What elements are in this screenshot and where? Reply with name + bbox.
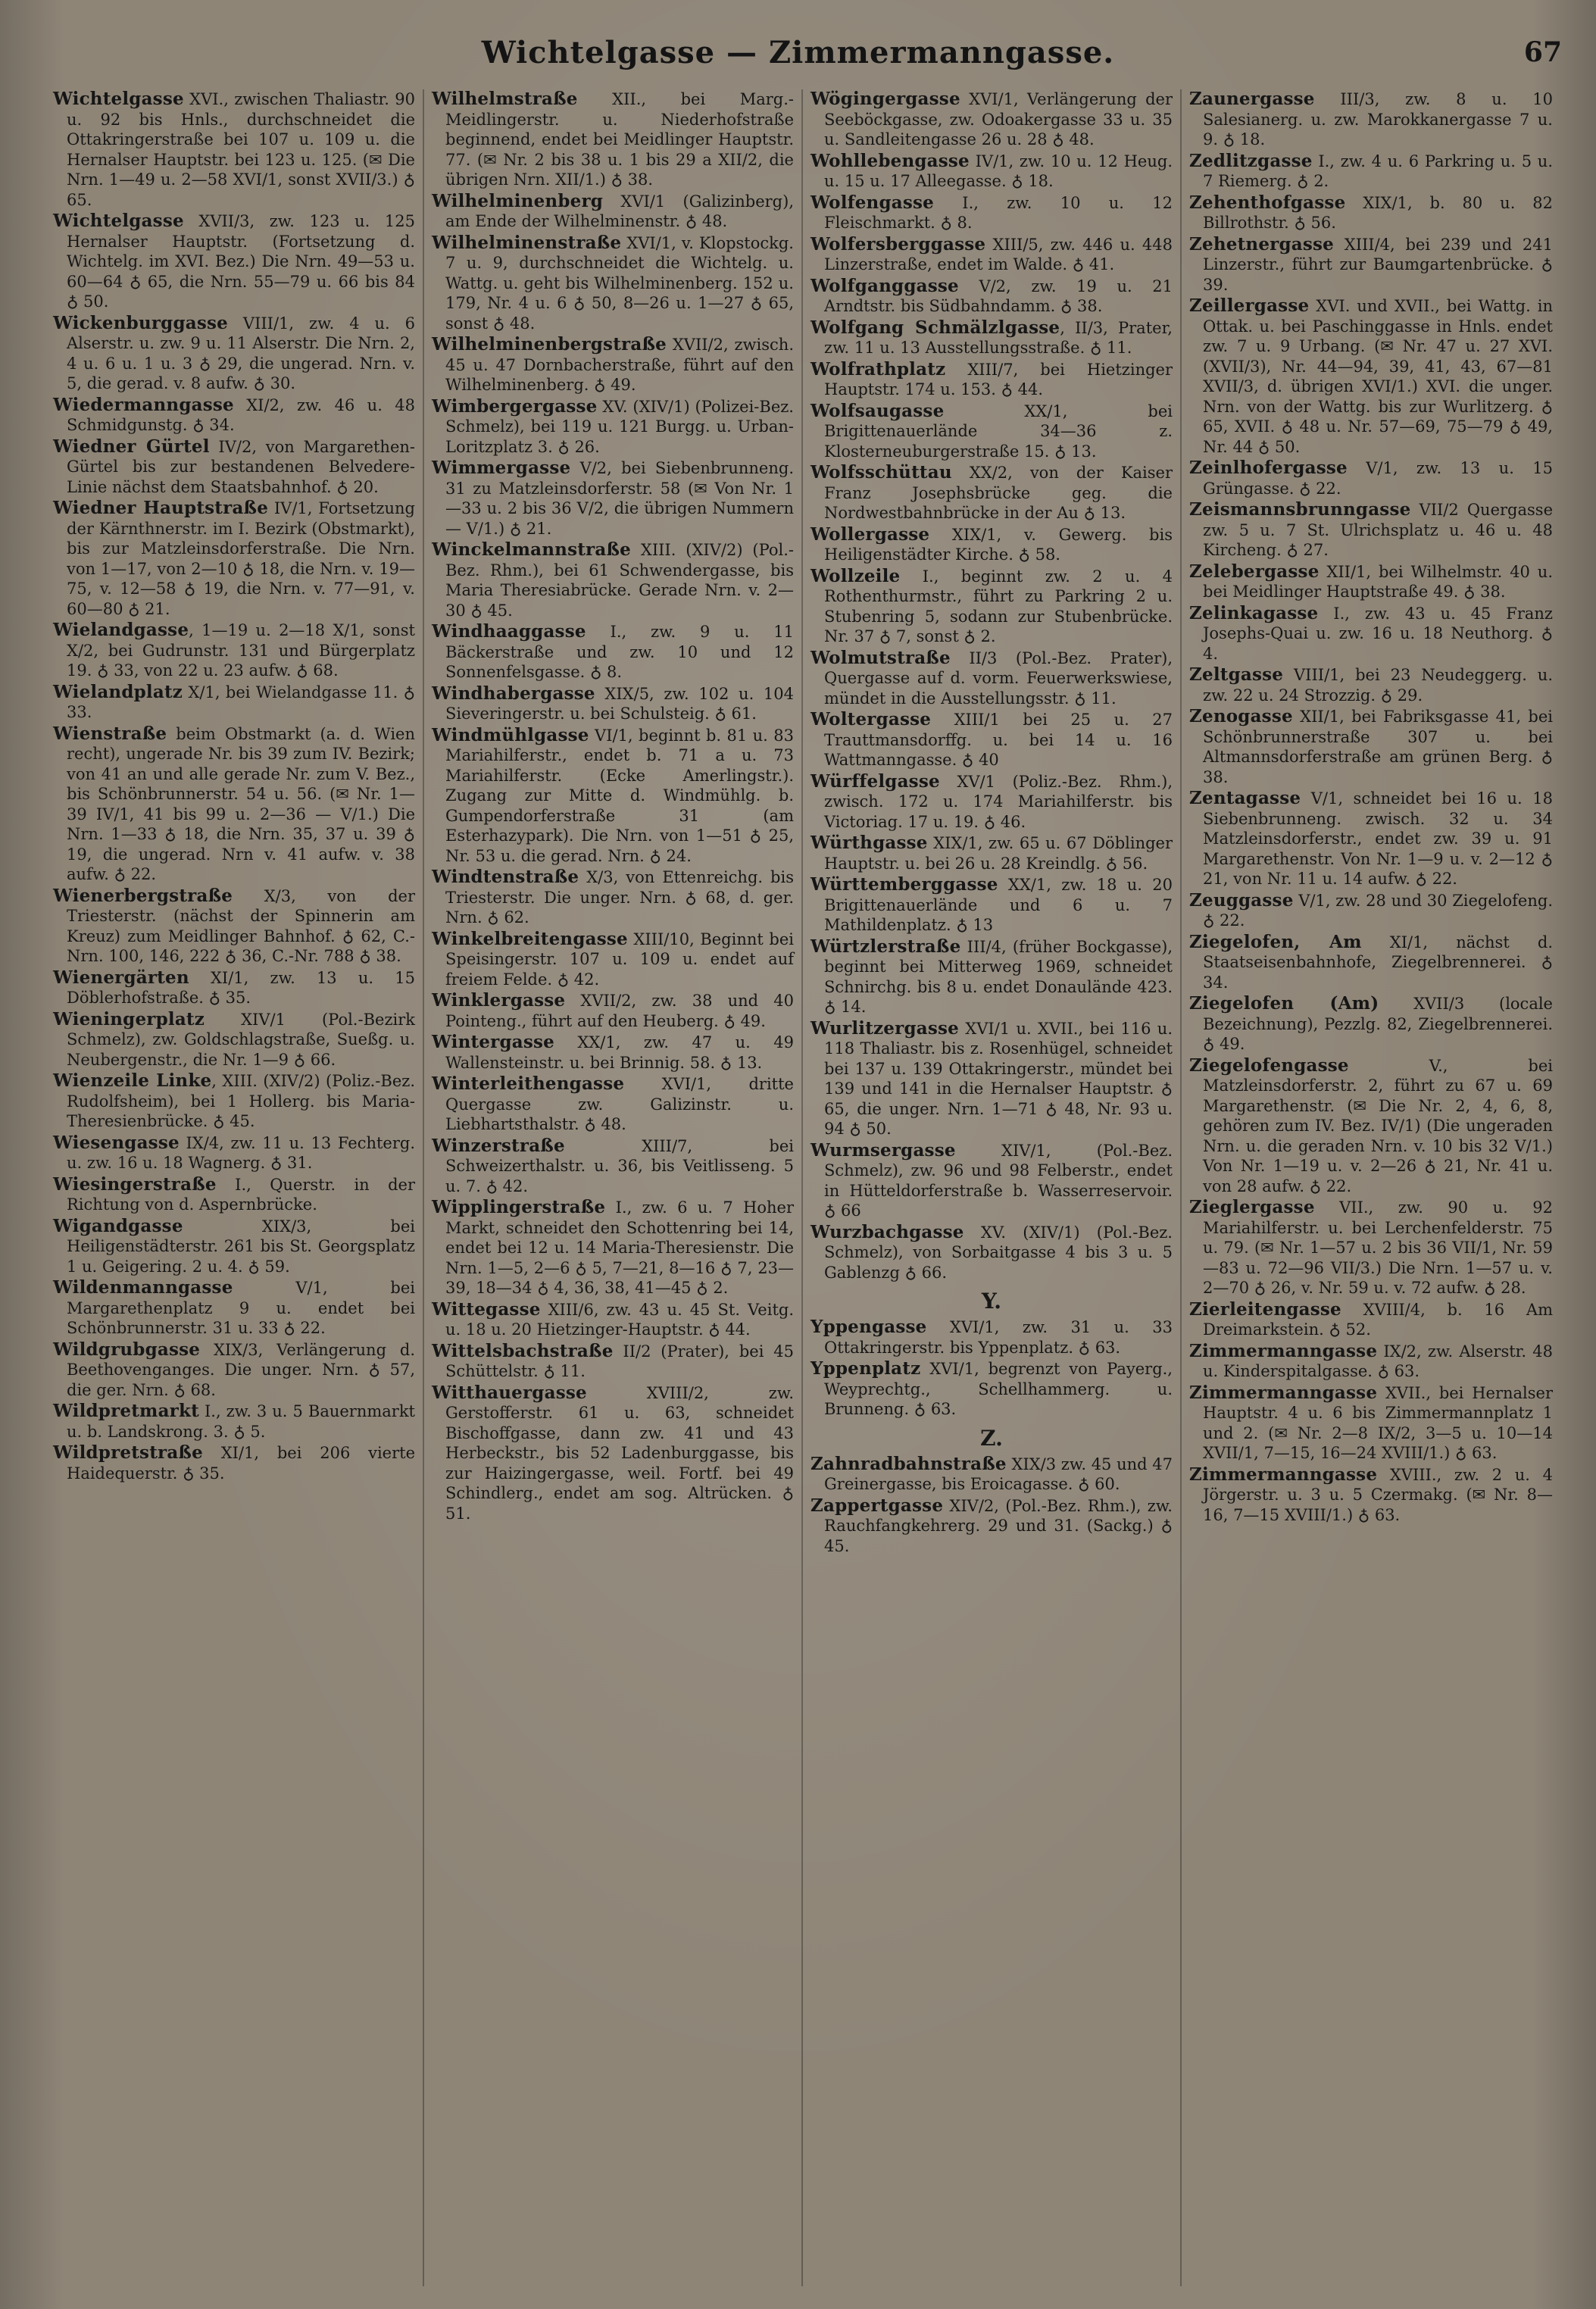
street-entry [432, 397, 794, 458]
street-name: Ziegelofen, Am [1189, 931, 1362, 952]
street-description: , 1—19 u. 2—18 X/1, sonst X/2, bei Gudrunstr. 131 und Bürgerplatz 19. ♁ 33, von 22 u. 23 aufw. ♁ 68. [67, 621, 415, 680]
street-entry [432, 540, 794, 620]
street-entry [1189, 707, 1553, 787]
street-name: Winzerstraße [432, 1135, 565, 1156]
street-description: VIII/1, bei 23 Neudeggerg. u. zw. 22 u. 24 Strozzig. ♁ 29. [1203, 666, 1553, 705]
street-name: Zelebergasse [1189, 561, 1320, 582]
street-description: XIII/7, bei Hietzinger Hauptstr. 174 u. 153. ♁ 44. [824, 360, 1173, 398]
street-description: XIX/1, b. 80 u. 82 Billrothstr. ♁ 56. [1203, 193, 1553, 232]
street-name: Wolfersberggasse [810, 233, 986, 255]
street-entry [432, 684, 794, 724]
street-name: Wigandgasse [53, 1215, 183, 1236]
street-entry [432, 192, 794, 232]
street-name: Wienstraße [53, 723, 167, 744]
street-name: Wurzbachgasse [810, 1221, 964, 1242]
section-letter: Z. [980, 1425, 1003, 1451]
street-entry [1189, 1342, 1553, 1382]
street-entry [53, 1175, 415, 1215]
street-name: Ziegelofen (Am) [1189, 993, 1379, 1014]
street-name: Wittelsbachstraße [432, 1340, 614, 1361]
street-entry [1189, 1056, 1553, 1197]
street-entry [810, 875, 1173, 936]
street-description: XV/1 (Poliz.-Bez. Rhm.), zwisch. 172 u. 174 Mariahilferstr. bis Victoriag. 17 u. 19. ♁ 46. [824, 772, 1173, 831]
street-name: Wienzeile Linke [53, 1070, 212, 1091]
column-2 [424, 89, 803, 2286]
street-entry [53, 724, 415, 885]
street-name: Windhabergasse [432, 683, 595, 704]
street-entry [810, 401, 1173, 462]
street-name: Yppengasse [810, 1317, 927, 1337]
street-name: Wollzeile [810, 565, 901, 586]
street-name: Wiesingerstraße [53, 1173, 217, 1195]
street-entry [1189, 458, 1553, 498]
street-description: XVI/1, zw. 31 u. 33 Ottakringerstr. bis Yppenplatz. ♁ 63. [824, 1318, 1173, 1357]
street-name: Wienerbergstraße [53, 885, 233, 906]
street-description: VIII/1, zw. 4 u. 6 Alserstr. u. zw. 9 u. 11 Alserstr. Die Nrn. 2, 4 u. 6 u. 1 u. 3 ♁ 29, die ungerad. Nrn. v. 5, die gerad. v. 8 aufw. ♁ 30. [67, 314, 415, 392]
street-entry [1189, 1198, 1553, 1298]
street-description: XIX/3, bei Heiligenstädterstr. 261 bis St. Georgsplatz 1 u. Geigering. 2 u. 4. ♁ 59. [67, 1217, 415, 1276]
street-description: XIV/1 (Pol.-Bezirk Schmelz), zw. Goldschlagstraße, Sueßg. u. Neubergenstr., die Nr. 1—9 ♁ 66. [67, 1010, 415, 1069]
street-description: I., beginnt zw. 2 u. 4 Rothenthurmstr., führt zu Parkring 2 u. Stubenring 5, sodann zur Stubenbrücke. Nr. 37 ♁ 7, sonst ♁ 2. [824, 567, 1173, 645]
street-description: III/4, (früher Bockgasse), beginnt bei Mitterweg 1969, schneidet Schnirchg. bis 8 u. endet Donaulände 423. ♁ 14. [824, 937, 1173, 1016]
street-description: XI/2, zw. 46 u. 48 Schmidgunstg. ♁ 34. [67, 395, 415, 434]
street-entry [810, 193, 1173, 233]
street-name: Wichtelgasse [53, 89, 184, 109]
street-entry [1189, 604, 1553, 664]
street-name: Wolmutstraße [810, 647, 951, 668]
street-description: XII/1, bei Fabriksgasse 41, bei Schönbrunnerstraße 307 u. bei Altmannsdorferstraße am grünen Berg. ♁ 38. [1203, 708, 1553, 786]
street-entry [1189, 1465, 1553, 1526]
street-description: XIII/7, bei Schweizerthalstr. u. 36, bis Veitlisseng. 5 u. 7. ♁ 42. [445, 1136, 794, 1195]
street-description: beim Obstmarkt (a. d. Wien recht), ungerade Nr. bis 39 zum IV. Bezirk; von 41 an und alle gerade Nr. zum V. Bez., bis Schönbrunnerstr. 54 u. 56. (✉ Nr. 1—39 IV/1, 41 bis 99 u. 2—36 — V/1.) Die Nrn. 1—33 ♁ 18, die Nrn. 35, 37 u. 39 ♁ 19, die ungerad. Nrn v. 41 aufw. v. 38 aufw. ♁ 22. [67, 724, 415, 883]
street-entry [432, 622, 794, 683]
street-name: Wolfsaugasse [810, 400, 945, 421]
street-name: Wimbergergasse [432, 395, 598, 417]
street-entry [810, 235, 1173, 275]
street-description: XIX/3, Verlängerung d. Beethovenganges. Die unger. Nrn. ♁ 57, die ger. Nrn. ♁ 68. [67, 1340, 415, 1399]
street-description: V., bei Matzleinsdorferstr. 2, führt zu 67 u. 69 Margarethenstr. (✉ Die Nr. 2, 4, 6, 8, gehören zum IV. Bez. IV/1) (Die ungeraden Nrn. u. die geraden Nrn. v. 10 bis 32 V/1.) Von Nr. 1—19 u. v. 2—26 ♁ 21, Nr. 41 u. von 28 aufw. ♁ 22. [1203, 1056, 1553, 1195]
street-entry [810, 1359, 1173, 1420]
street-entry [53, 968, 415, 1008]
street-name: Zehetnergasse [1189, 233, 1334, 255]
street-entry [432, 233, 794, 334]
street-name: Wollergasse [810, 523, 930, 545]
street-name: Würtzlerstraße [810, 936, 961, 957]
street-description: XVI. und XVII., bei Wattg. in Ottak. u. bei Paschinggasse in Hnls. endet zw. 7 u. 9 Urbang. (✉ Nr. 47 u. 27 XVI. (XVII/3), Nr. 44—94, 39, 41, 43, 67—81 XVII/3, d. übrigen XVI/1.) XVI. die unger. Nrn. von der Wattg. bis zur Wurlitzerg. ♁ 65, XVII. ♁ 48 u. Nr. 57—69, 75—79 ♁ 49, Nr. 44 ♁ 50. [1203, 297, 1553, 456]
street-description: V/1, bei Margarethenplatz 9 u. endet bei Schönbrunnerstr. 31 u. 33 ♁ 22. [67, 1279, 415, 1337]
street-entry [810, 648, 1173, 709]
street-description: , XIII. (XIV/2) (Poliz.-Bez. Rudolfsheim), bei 1 Hollerg. bis Maria-Theresienbrücke. ♁ 45. [67, 1072, 415, 1130]
street-entry [810, 318, 1173, 358]
street-name: Wiedermanngasse [53, 394, 234, 415]
street-name: Wurmsergasse [810, 1139, 956, 1161]
street-entry [53, 683, 415, 723]
street-entry [432, 458, 794, 539]
street-description: XIII/5, zw. 446 u. 448 Linzerstraße, endet im Walde. ♁ 41. [824, 235, 1173, 273]
street-name: Wiesengasse [53, 1132, 180, 1153]
street-name: Wilhelminenstraße [432, 232, 622, 253]
section-letter: Y. [981, 1289, 1002, 1314]
street-entry [53, 1443, 415, 1483]
street-description: I., zw. 43 u. 45 Franz Josephs-Quai u. zw. 16 u. 18 Neuthorg. ♁ 4. [1203, 604, 1553, 663]
street-entry [432, 991, 794, 1031]
street-entry [1189, 1300, 1553, 1340]
street-description: XX/1, zw. 47 u. 49 Wallensteinstr. u. bei Brinnig. 58. ♁ 13. [445, 1033, 794, 1072]
street-description: XVI., zwischen Thaliastr. 90 u. 92 bis Hnls., durchschneidet die Ottakringerstraße bei 107 u. 109 u. die Hernalser Hauptstr. bei 123 u. 125. (✉ Die Nrn. 1—49 u. 2—58 XVI/1, sonst XVII/3.) ♁ 65. [67, 90, 415, 209]
street-description: XIV/2, (Pol.-Bez. Rhm.), zw. Rauchfangkehrerg. 29 und 31. (Sackg.) ♁ 45. [824, 1496, 1173, 1555]
street-name: Zimmermanngasse [1189, 1382, 1378, 1403]
street-description: XIII. (XIV/2) (Pol.-Bez. Rhm.), bei 61 Schwendergasse, bis Maria Theresiabrücke. Gerade Nrn. v. 2—30 ♁ 45. [445, 541, 794, 620]
street-entry [53, 1401, 415, 1442]
street-description: XVIII., zw. 2 u. 4 Jörgerstr. u. 3 u. 5 Czermakg. (✉ Nr. 8—16, 7—15 XVIII/1.) ♁ 63. [1203, 1465, 1553, 1524]
street-entry [432, 335, 794, 395]
street-description: , II/3, Prater, zw. 11 u. 13 Ausstellungsstraße. ♁ 11. [824, 318, 1173, 357]
street-description: XV. (XIV/1) (Pol.-Bez. Schmelz), von Sorbaitgasse 4 bis 3 u. 5 Gablenzg ♁ 66. [824, 1223, 1173, 1282]
street-description: X/1, bei Wielandgasse 11. ♁ 33. [67, 683, 415, 721]
street-name: Winterleithengasse [432, 1073, 625, 1094]
street-entry [53, 498, 415, 619]
street-name: Wildenmanngasse [53, 1277, 233, 1298]
street-entry [53, 886, 415, 967]
street-description: I., zw. 6 u. 7 Hoher Markt, schneidet den Schottenring bei 14, endet bei 12 u. 14 Maria-Theresienstr. Die Nrn. 1—5, 2—6 ♁ 5, 7—21, 8—16 ♁ 7, 23—39, 18—34 ♁ 4, 36, 38, 41—45 ♁ 2. [445, 1198, 794, 1297]
street-entry [810, 277, 1173, 317]
street-name: Witthauergasse [432, 1382, 587, 1403]
street-name: Wilhelminenbergstraße [432, 334, 667, 355]
street-description: XVIII/2, zw. Gerstofferstr. 61 u. 63, schneidet Bischoffgasse, dann zw. 41 und 43 Herbeckstr., bis 52 Ladenburggasse, bis zur Haizingergasse, weil. Fortf. bei 49 Schindlerg., endet am sog. Altrücken. ♁ 51. [445, 1383, 794, 1523]
street-description: X/3, von der Triesterstr. (nächst der Spinnerin am Kreuz) zum Meidlinger Bahnhof. ♁ 62, C.-Nrn. 100, 146, 222 ♁ 36, C.-Nr. 788 ♁ 38. [67, 886, 415, 965]
street-name: Wickenburggasse [53, 312, 228, 333]
street-name: Wittegasse [432, 1298, 541, 1320]
street-entry [810, 1454, 1173, 1495]
street-description: V/1, schneidet bei 16 u. 18 Siebenbrunneng. zwisch. 32 u. 34 Matzleinsdorferstr., endet zw. 39 u. 91 Margarethenstr. Von Nr. 1—9 u. v. 2—12 ♁ 21, von Nr. 11 u. 14 aufw. ♁ 22. [1203, 789, 1553, 888]
page-header [0, 29, 1596, 82]
street-name: Wolfrathplatz [810, 358, 946, 380]
street-entry [1189, 789, 1553, 889]
street-entry [53, 1340, 415, 1401]
street-entry [810, 152, 1173, 192]
street-entry [432, 1342, 794, 1382]
street-entry [53, 1217, 415, 1277]
street-name: Zaunergasse [1189, 89, 1315, 109]
street-name: Wohllebengasse [810, 150, 970, 171]
street-description: XI/1, nächst d. Staatseisenbahnhofe, Ziegelbrennerei. ♁ 34. [1203, 933, 1553, 992]
street-entry [810, 1317, 1173, 1358]
street-entry [53, 1010, 415, 1070]
street-description: V/2, bei Siebenbrunneng. 31 zu Matzleinsdorferstr. 58 (✉ Von Nr. 1—33 u. 2 bis 36 V/2, die übrigen Nummern — V/1.) ♁ 21. [445, 459, 794, 538]
street-name: Wolfengasse [810, 192, 934, 213]
street-entry [1189, 193, 1553, 233]
street-description: XVI/1 u. XVII., bei 116 u. 118 Thaliastr. bis z. Rosenhügel, schneidet bei 137 u. 139 Ottakringerstr., mündet bei 139 und 141 in die Hernalser Hauptstr. ♁ 65, die unger. Nrn. 1—71 ♁ 48, Nr. 93 u. 94 ♁ 50. [824, 1019, 1173, 1138]
street-description: XVIII/4, b. 16 Am Dreimarkstein. ♁ 52. [1203, 1300, 1553, 1339]
street-description: IX/4, zw. 11 u. 13 Fechterg. u. zw. 16 u. 18 Wagnerg. ♁ 31. [67, 1133, 415, 1172]
street-entry [432, 1136, 794, 1197]
street-description: XIII/6, zw. 43 u. 45 St. Veitg. u. 18 u. 20 Hietzinger-Hauptstr. ♁ 44. [445, 1300, 794, 1339]
column-3 [803, 89, 1182, 2286]
street-entry [53, 395, 415, 436]
street-entry [53, 1071, 415, 1132]
street-description: XIII/1 bei 25 u. 27 Trauttmansdorffg. u. bei 14 u. 16 Wattmanngasse. ♁ 40 [824, 711, 1173, 769]
street-entry [53, 620, 415, 681]
columns [45, 89, 1560, 2286]
street-description: XIX/5, zw. 102 u. 104 Sieveringerstr. u. bei Schulsteig. ♁ 61. [445, 684, 794, 723]
street-name: Wolfgang Schmälzlgasse [810, 317, 1060, 338]
street-entry [1189, 500, 1553, 561]
street-entry [1189, 933, 1553, 993]
street-description: XVI/1, Verlängerung der Seeböckgasse, zw. Odoakergasse 33 u. 35 u. Sandleitengasse 26 u. 28 ♁ 48. [824, 90, 1173, 148]
street-entry [810, 567, 1173, 647]
street-name: Zieglergasse [1189, 1197, 1315, 1217]
street-description: XIV/1, (Pol.-Bez. Schmelz), zw. 96 und 98 Felberstr., endet in Hütteldorferstraße b. Wasserreservoir. ♁ 66 [824, 1141, 1173, 1220]
street-description: XI/1, zw. 13 u. 15 Döblerhofstraße. ♁ 35. [67, 968, 415, 1007]
street-entry [53, 437, 415, 498]
street-entry [432, 1383, 794, 1524]
street-entry [53, 211, 415, 312]
street-name: Zedlitzgasse [1189, 150, 1313, 171]
street-entry [432, 89, 794, 190]
street-name: Wintergasse [432, 1032, 554, 1052]
street-description: XIX/3 zw. 45 und 47 Greinergasse, bis Eroicagasse. ♁ 60. [824, 1454, 1173, 1493]
street-name: Windtenstraße [432, 867, 579, 887]
column-1 [45, 89, 424, 2286]
street-name: Wilhelmstraße [432, 89, 578, 109]
street-description: II/3 (Pol.-Bez. Prater), Quergasse auf d. vorm. Feuerwerkswiese, mündet in die Ausstellungsstr. ♁ 11. [824, 648, 1173, 708]
street-name: Woltergasse [810, 709, 932, 730]
street-entry [1189, 994, 1553, 1055]
street-description: XI/1, bei 206 vierte Haidequerstr. ♁ 35. [67, 1444, 415, 1483]
street-name: Ziegelofengasse [1189, 1055, 1349, 1076]
street-entry [432, 1074, 794, 1135]
street-entry [810, 833, 1173, 873]
street-name: Zehenthofgasse [1189, 192, 1346, 213]
street-description: VII/2 Quergasse zw. 5 u. 7 St. Ulrichsplatz u. 46 u. 48 Kircheng. ♁ 27. [1203, 501, 1553, 559]
street-description: XV. (XIV/1) (Polizei-Bez. Schmelz), bei 119 u. 121 Burgg. u. Urban-Loritzplatz 3. ♁ 26. [445, 397, 794, 456]
street-name: Wurlitzergasse [810, 1017, 959, 1039]
street-name: Wolfganggasse [810, 275, 959, 296]
street-entry [432, 930, 794, 990]
street-description: V/1, zw. 13 u. 15 Grüngasse. ♁ 22. [1203, 459, 1553, 498]
street-description: III/3, zw. 8 u. 10 Salesianerg. u. zw. Marokkanergasse 7 u. 9. ♁ 18. [1203, 90, 1553, 148]
street-entry [810, 1019, 1173, 1139]
street-description: IV/1, zw. 10 u. 12 Heug. u. 15 u. 17 Alleegasse. ♁ 18. [824, 152, 1173, 190]
street-entry [1189, 89, 1553, 150]
street-name: Wieningerplatz [53, 1008, 205, 1030]
street-description: XVI/1 (Galizinberg), am Ende der Wilhelminenstr. ♁ 48. [445, 192, 794, 230]
street-description: XII., bei Marg.-Meidlingerstr. u. Niederhofstraße beginnend, endet bei Meidlinger Hauptstr. 77. (✉ Nr. 2 bis 38 u. 1 bis 29 a XII/2, die übrigen Nrn. XII/1.) ♁ 38. [445, 90, 794, 189]
street-name: Zahnradbahnstraße [810, 1453, 1007, 1474]
street-description: XVI/1, begrenzt von Payerg., Weyprechtg., Schellhammerg. u. Brunneng. ♁ 63. [824, 1360, 1173, 1418]
street-name: Wiedner Gürtel [53, 436, 210, 457]
street-name: Wimmergasse [432, 458, 571, 478]
street-entry [53, 89, 415, 210]
page-number: 67 [1523, 36, 1562, 68]
street-description: XX/1, zw. 18 u. 20 Brigittenauerlände und 6 u. 7 Mathildenplatz. ♁ 13 [824, 876, 1173, 934]
street-name: Zierleitengasse [1189, 1298, 1341, 1320]
street-entry [1189, 235, 1553, 295]
street-description: I., zw. 4 u. 6 Parkring u. 5 u. 7 Riemerg. ♁ 2. [1203, 152, 1553, 190]
street-name: Wipplingerstraße [432, 1197, 606, 1217]
street-name: Wichtelgasse [53, 211, 184, 231]
street-entry [810, 360, 1173, 400]
street-name: Wildpretstraße [53, 1442, 203, 1463]
street-name: Württemberggasse [810, 874, 998, 895]
street-entry [810, 463, 1173, 523]
street-description: IX/2, zw. Alserstr. 48 u. Kinderspitalgasse. ♁ 63. [1203, 1342, 1553, 1380]
street-entry [1189, 1383, 1553, 1464]
street-description: II/2 (Prater), bei 45 Schüttelstr. ♁ 11. [445, 1342, 794, 1380]
street-name: Würthgasse [810, 833, 928, 853]
street-entry [432, 1300, 794, 1340]
street-name: Wiedner Hauptstraße [53, 498, 269, 518]
street-name: Zeuggasse [1189, 889, 1294, 911]
street-name: Zimmermanngasse [1189, 1340, 1378, 1361]
street-entry [1189, 891, 1553, 931]
street-entry [810, 1223, 1173, 1283]
street-entry [432, 726, 794, 867]
street-description: I., zw. 9 u. 11 Bäckerstraße und zw. 10 und 12 Sonnenfelsgasse. ♁ 8. [445, 623, 794, 681]
street-description: I., zw. 10 u. 12 Fleischmarkt. ♁ 8. [824, 193, 1173, 232]
street-entry [810, 89, 1173, 150]
street-description: IV/2, von Margarethen-Gürtel bis zur bestandenen Belvedere-Linie nächst dem Staatsbahnhof. ♁ 20. [67, 437, 415, 496]
street-description: XVII/3, zw. 123 u. 125 Hernalser Hauptstr. (Fortsetzung d. Wichtelg. im XVI. Bez.) Die Nrn. 49—53 u. 60—64 ♁ 65, die Nrn. 55—79 u. 66 bis 84 ♁ 50. [67, 212, 415, 311]
street-name: Zimmermanngasse [1189, 1464, 1378, 1485]
street-name: Wildgrubgasse [53, 1339, 201, 1360]
street-name: Zeillergasse [1189, 295, 1310, 316]
street-name: Würffelgasse [810, 770, 940, 792]
street-entry [1189, 665, 1553, 705]
street-name: Windhaaggasse [432, 621, 586, 642]
street-name: Winckelmannstraße [432, 539, 631, 560]
street-entry [810, 1496, 1173, 1557]
street-entry [53, 314, 415, 394]
street-name: Wögingergasse [810, 89, 960, 109]
street-name: Zeismannsbrunngasse [1189, 499, 1411, 520]
street-entry [1189, 296, 1553, 457]
street-description: XII/1, bei Wilhelmstr. 40 u. bei Meidlinger Hauptstraße 49. ♁ 38. [1203, 562, 1553, 601]
street-description: VII., zw. 90 u. 92 Mariahilferstr. u. bei Lerchenfelderstr. 75 u. 79. (✉ Nr. 1—57 u. 2 bis 36 VII/1, Nr. 59—83 u. 72—96 VII/3.) Die Nrn. 1—57 u. v. 2—70 ♁ 26, v. Nr. 59 u. v. 72 aufw. ♁ 28. [1203, 1198, 1553, 1297]
street-description: XVI/1, dritte Quergasse zw. Galizinstr. u. Liebhartsthalstr. ♁ 48. [445, 1075, 794, 1133]
street-name: Winklergasse [432, 990, 566, 1011]
column-4 [1182, 89, 1560, 2286]
street-name: Zeinlhofergasse [1189, 458, 1348, 478]
street-description: XVI/1, v. Klopstockg. 7 u. 9, durchschneidet die Wichtelg. u. Wattg. u. geht bis Wilhelminenberg. 152 u. 179, Nr. 4 u. 6 ♁ 50, 8—26 u. 1—27 ♁ 65, sonst ♁ 48. [445, 233, 794, 333]
street-description: I., zw. 3 u. 5 Bauernmarkt u. b. Landskrong. 3. ♁ 5. [67, 1402, 415, 1441]
street-description: VI/1, beginnt b. 81 u. 83 Mariahilferstr., endet b. 71 a u. 73 Mariahilferstr. (Ecke Amerlingstr.). Zugang zur Mitte d. Windmühlg. b. Gumpendorferstraße 31 (am Esterhazypark). Die Nrn. von 1—51 ♁ 25, Nr. 53 u. die gerad. Nrn. ♁ 24. [445, 726, 794, 865]
street-entry [53, 1278, 415, 1339]
street-name: Zeltgasse [1189, 664, 1284, 685]
street-description: XIX/1, zw. 65 u. 67 Döblinger Hauptstr. u. bei 26 u. 28 Kreindlg. ♁ 56. [824, 834, 1173, 873]
street-entry [810, 525, 1173, 565]
street-name: Windmühlgasse [432, 724, 589, 745]
page-title: Wichtelgasse — Zimmermanngasse. [481, 35, 1115, 70]
street-name: Yppenplatz [810, 1358, 921, 1379]
street-description: XIII/4, bei 239 und 241 Linzerstr., führt zur Baumgartenbrücke. ♁ 39. [1203, 235, 1553, 294]
street-description: XVII/2, zwisch. 45 u. 47 Dornbacherstraße, führt auf den Wilhelminenberg. ♁ 49. [445, 336, 794, 394]
street-description: V/2, zw. 19 u. 21 Arndtstr. bis Südbahndamm. ♁ 38. [824, 277, 1173, 315]
street-name: Wolfsschüttau [810, 462, 952, 483]
street-name: Zentagasse [1189, 788, 1301, 808]
street-description: V/1, zw. 28 und 30 Ziegelofeng. ♁ 22. [1203, 891, 1553, 930]
street-name: Wielandplatz [53, 681, 183, 702]
street-name: Winkelbreitengasse [432, 928, 628, 949]
street-description: XVII/2, zw. 38 und 40 Pointeng., führt auf den Heuberg. ♁ 49. [445, 992, 794, 1030]
street-name: Wildpretmarkt [53, 1401, 199, 1421]
street-name: Wienergärten [53, 967, 189, 988]
street-name: Wielandgasse [53, 620, 189, 640]
street-entry [810, 772, 1173, 833]
street-entry [1189, 152, 1553, 192]
street-description: XIX/1, v. Gewerg. bis Heiligenstädter Kirche. ♁ 58. [824, 525, 1173, 564]
street-entry [810, 1141, 1173, 1221]
street-description: XIII/10, Beginnt bei Speisingerstr. 107 u. 109 u. endet auf freiem Felde. ♁ 42. [445, 930, 794, 989]
street-description: XX/1, bei Brigittenauerlände 34—36 z. Klosterneuburgerstraße 15. ♁ 13. [824, 401, 1173, 461]
street-name: Zenogasse [1189, 706, 1293, 726]
street-entry [1189, 562, 1553, 602]
street-entry [810, 710, 1173, 770]
street-entry [432, 867, 794, 928]
street-description: IV/1, Fortsetzung der Kärnthnerstr. im I. Bezirk (Obstmarkt), bis zur Matzleinsdorferstraße. Die Nrn. von 1—17, von 2—10 ♁ 18, die Nrn. v. 19—75, v. 12—58 ♁ 19, die Nrn. v. 77—91, v. 60—80 ♁ 21. [67, 499, 415, 618]
street-entry [432, 1198, 794, 1298]
street-entry [810, 937, 1173, 1017]
street-name: Zelinkagasse [1189, 602, 1319, 623]
street-name: Wilhelminenberg [432, 190, 604, 211]
street-description: XX/2, von der Kaiser Franz Josephsbrücke geg. die Nordwestbahnbrücke in der Au ♁ 13. [824, 464, 1173, 522]
street-description: X/3, von Ettenreichg. bis Triesterstr. Die unger. Nrn. ♁ 68, d. ger. Nrn. ♁ 62. [445, 868, 794, 926]
street-description: I., Querstr. in der Richtung von d. Aspernbrücke. [67, 1175, 415, 1214]
street-entry [432, 1033, 794, 1073]
street-description: XVII., bei Hernalser Hauptstr. 4 u. 6 bis Zimmermannplatz 1 und 2. (✉ Nr. 2—8 IX/2, 3—5 u. 10—14 XVII/1, 7—15, 16—24 XVIII/1.) ♁ 63. [1203, 1383, 1553, 1462]
street-name: Zappertgasse [810, 1495, 944, 1516]
street-entry [53, 1133, 415, 1173]
street-description: XVII/3 (locale Bezeichnung), Pezzlg. 82, Ziegelbrennerei. ♁ 49. [1203, 995, 1553, 1053]
